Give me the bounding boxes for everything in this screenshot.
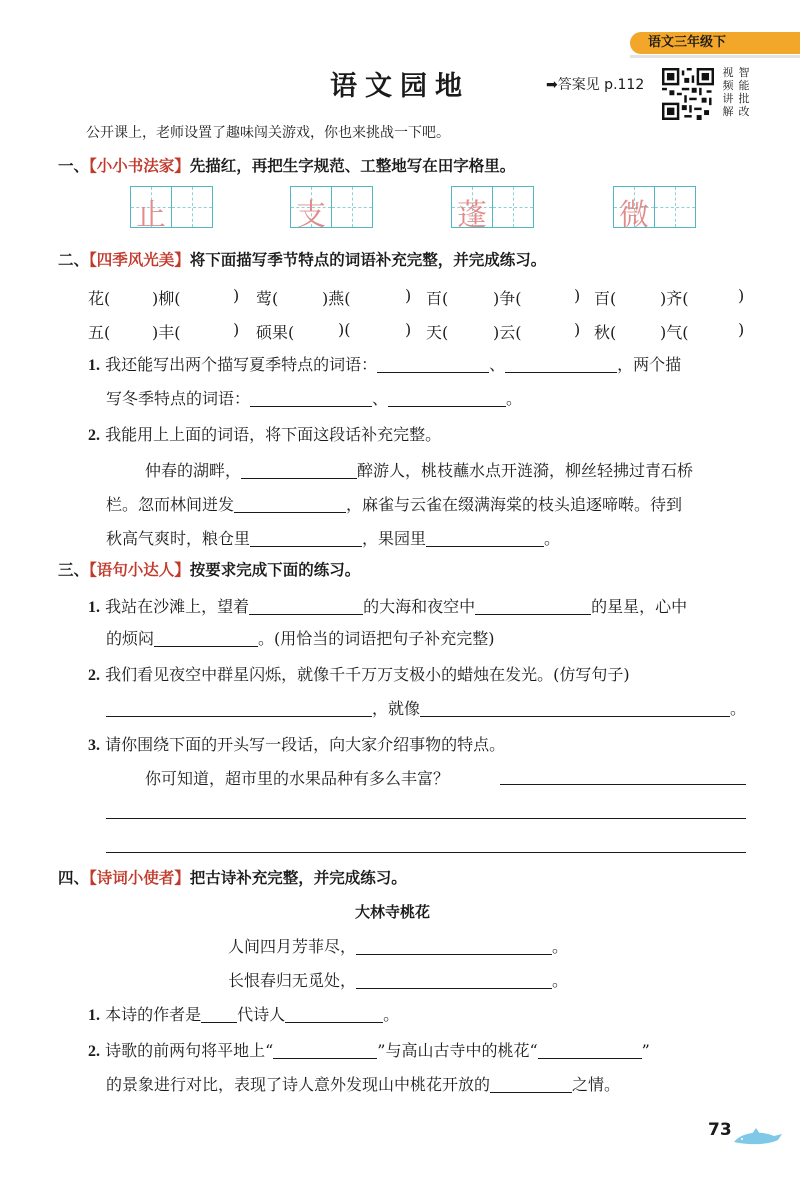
section-2-heading bbox=[58, 248, 546, 270]
answer-blank[interactable] bbox=[250, 390, 372, 407]
tian-grid-trace bbox=[613, 186, 655, 233]
question-number: 1. bbox=[88, 1007, 100, 1024]
answer-blank[interactable] bbox=[356, 972, 552, 989]
trace-char: 止 bbox=[136, 198, 166, 233]
paragraph-text: 栏。忽而林间迸发 bbox=[106, 495, 235, 514]
sec3-question-1 bbox=[88, 594, 687, 617]
answer-blank[interactable] bbox=[273, 1042, 377, 1059]
section-instruction: 按要求完成下面的练习。 bbox=[189, 561, 361, 579]
period: 。 bbox=[506, 389, 523, 408]
trace-char: 微 bbox=[619, 198, 649, 233]
period: 。 bbox=[552, 971, 569, 990]
sec2-question-1 bbox=[88, 352, 681, 375]
answer-blank[interactable] bbox=[356, 938, 552, 955]
answer-blank[interactable] bbox=[201, 1006, 237, 1023]
tian-grid-blank[interactable] bbox=[331, 186, 373, 228]
section-number: 四、 bbox=[58, 869, 90, 887]
paragraph-text: 醉游人，桃枝蘸水点开涟漪，柳丝轻拂过青石桥 bbox=[357, 461, 694, 480]
separator: 、 bbox=[372, 389, 389, 408]
section-3-heading bbox=[58, 558, 360, 580]
idiom-part: ) bbox=[738, 286, 745, 305]
idiom-part: ) bbox=[405, 286, 412, 305]
idiom-part[interactable]: )燕( bbox=[322, 289, 351, 308]
sec4-question-2-cont bbox=[106, 1072, 620, 1095]
page-title: 语文园地 bbox=[330, 71, 470, 102]
question-text: 我能用上上面的词语，将下面这段话补充完整。 bbox=[105, 425, 442, 444]
idiom-part[interactable]: )云( bbox=[493, 323, 522, 342]
qr-caption-char: 改 bbox=[738, 105, 750, 118]
paragraph-text: ，麻雀与云雀在缀满海棠的枝头追逐啼啭。待到 bbox=[346, 495, 683, 514]
paragraph-text: 仲春的湖畔， bbox=[145, 461, 242, 480]
section-number: 二、 bbox=[58, 251, 90, 269]
qr-caption-char: 讲 bbox=[722, 92, 734, 105]
poem-text: 长恨春归无觅处， bbox=[228, 971, 357, 990]
tian-grid-blank[interactable] bbox=[492, 186, 534, 228]
section-tag: 【小小书法家】 bbox=[89, 157, 190, 175]
poem-text: 人间四月芳菲尽， bbox=[228, 937, 357, 956]
answer-blank[interactable] bbox=[490, 1076, 572, 1093]
sec2-question-1-cont bbox=[106, 386, 522, 409]
section-tag: 【诗词小使者】 bbox=[89, 869, 190, 887]
qr-caption bbox=[720, 66, 752, 118]
question-number: 1. bbox=[88, 599, 100, 616]
answer-blank[interactable] bbox=[250, 530, 362, 547]
idiom-part: ) bbox=[233, 286, 240, 305]
idiom-part[interactable]: )丰( bbox=[152, 323, 181, 342]
tian-grid-trace bbox=[290, 186, 332, 233]
paragraph-text: ，果园里 bbox=[362, 529, 427, 548]
separator: 、 bbox=[489, 355, 506, 374]
sec3-question-2 bbox=[88, 662, 630, 685]
question-text: 的大海和夜空中 bbox=[363, 597, 476, 616]
question-text: 写冬季特点的词语： bbox=[106, 389, 251, 408]
paragraph-line-3 bbox=[106, 526, 560, 549]
question-text: ，就像 bbox=[372, 699, 421, 718]
period: 。 bbox=[552, 937, 569, 956]
question-text: 我们看见夜空中群星闪烁，就像千千万万支极小的蜡烛在发光。(仿写句子) bbox=[105, 665, 630, 684]
prompt-text: 你可知道，超市里的水果品种有多么丰富？ bbox=[145, 769, 450, 788]
tian-grid-blank[interactable] bbox=[171, 186, 213, 228]
idiom-part[interactable]: 百( bbox=[426, 289, 449, 308]
sec4-question-2 bbox=[88, 1038, 650, 1061]
tian-grid-trace bbox=[451, 186, 493, 233]
section-number: 一、 bbox=[58, 157, 90, 175]
question-text: 。(用恰当的词语把句子补充完整) bbox=[258, 629, 495, 648]
question-text: 的景象进行对比，表现了诗人意外发现山中桃花开放的 bbox=[106, 1075, 491, 1094]
idiom-part[interactable]: 天( bbox=[426, 323, 449, 342]
writing-line[interactable] bbox=[500, 784, 746, 785]
question-text: 之情。 bbox=[572, 1075, 621, 1094]
period: 。 bbox=[544, 529, 561, 548]
question-text: 请你围绕下面的开头写一段话，向大家介绍事物的特点。 bbox=[105, 735, 506, 754]
answer-blank[interactable] bbox=[505, 356, 617, 373]
answer-blank[interactable] bbox=[234, 496, 346, 513]
dolphin-icon bbox=[730, 1126, 786, 1150]
sec4-question-1 bbox=[88, 1002, 399, 1025]
paragraph-text: 秋高气爽时，粮仓里 bbox=[106, 529, 251, 548]
sec2-question-2 bbox=[88, 422, 441, 445]
question-text: 诗歌的前两句将平地上“ bbox=[105, 1041, 274, 1060]
writing-line[interactable] bbox=[106, 818, 746, 819]
writing-line[interactable] bbox=[106, 852, 746, 853]
question-text: 我还能写出两个描写夏季特点的词语： bbox=[105, 355, 378, 374]
question-text: ，两个描 bbox=[617, 355, 682, 374]
idiom-part[interactable]: 秋( bbox=[594, 323, 617, 342]
qr-caption-char: 视 bbox=[722, 66, 734, 79]
idiom-part: ) bbox=[405, 320, 412, 339]
question-text: 本诗的作者是 bbox=[105, 1005, 202, 1024]
answer-blank[interactable] bbox=[154, 630, 258, 647]
qr-caption-char: 解 bbox=[722, 105, 734, 118]
paragraph-line-1 bbox=[145, 458, 693, 481]
section-1-heading bbox=[58, 154, 515, 176]
intro-text: 公开课上，老师设置了趣味闯关游戏，你也来挑战一下吧。 bbox=[86, 125, 450, 141]
poem-title: 大林寺桃花 bbox=[355, 903, 431, 921]
period: 。 bbox=[383, 1005, 400, 1024]
answer-blank[interactable] bbox=[426, 530, 544, 547]
question-number: 2. bbox=[88, 427, 100, 444]
qr-caption-char: 批 bbox=[738, 92, 750, 105]
idiom-part[interactable]: )争( bbox=[493, 289, 522, 308]
answer-blank[interactable] bbox=[538, 1042, 642, 1059]
section-tag: 【语句小达人】 bbox=[89, 561, 190, 579]
idiom-part[interactable]: )气( bbox=[660, 323, 689, 342]
idiom-part: ) bbox=[574, 286, 581, 305]
answer-blank[interactable] bbox=[249, 598, 363, 615]
idiom-part: ) bbox=[233, 320, 240, 339]
idiom-part[interactable]: 莺( bbox=[256, 289, 279, 308]
sec3-question-3 bbox=[88, 732, 505, 755]
qr-code-icon[interactable] bbox=[662, 68, 714, 120]
sec3-question-2-answer bbox=[106, 696, 746, 719]
question-text: 的烦闷 bbox=[106, 629, 155, 648]
trace-char: 支 bbox=[296, 198, 326, 233]
section-tag: 【四季风光美】 bbox=[89, 251, 190, 269]
idiom-part[interactable]: 硕果( bbox=[256, 323, 295, 342]
tian-grid-blank[interactable] bbox=[654, 186, 696, 228]
answer-blank[interactable] bbox=[475, 598, 591, 615]
answer-blank[interactable] bbox=[420, 700, 730, 717]
answer-blank[interactable] bbox=[106, 700, 372, 717]
question-number: 2. bbox=[88, 667, 100, 684]
idiom-part[interactable]: 花( bbox=[88, 289, 111, 308]
idiom-part[interactable]: )( bbox=[338, 320, 351, 339]
idiom-part[interactable]: 五( bbox=[88, 323, 111, 342]
qr-caption-char: 能 bbox=[738, 79, 750, 92]
writing-prompt bbox=[145, 766, 449, 789]
qr-caption-char: 频 bbox=[722, 79, 734, 92]
section-4-heading bbox=[58, 866, 407, 888]
answer-blank[interactable] bbox=[241, 462, 357, 479]
question-text: ”与高山古寺中的桃花“ bbox=[377, 1041, 538, 1060]
paragraph-line-2 bbox=[106, 492, 682, 515]
idiom-part[interactable]: )柳( bbox=[152, 289, 181, 308]
answer-blank[interactable] bbox=[377, 356, 489, 373]
question-text: 代诗人 bbox=[237, 1005, 286, 1024]
answer-reference: ➡答案见 p.112 bbox=[546, 77, 645, 93]
sec3-question-1-cont bbox=[106, 626, 495, 649]
question-number: 3. bbox=[88, 737, 100, 754]
page-number: 73 bbox=[708, 1120, 732, 1140]
poem-line-1 bbox=[228, 934, 568, 957]
trace-char: 蓬 bbox=[457, 198, 487, 233]
question-text: 我站在沙滩上，望着 bbox=[105, 597, 250, 616]
section-number: 三、 bbox=[58, 561, 90, 579]
qr-caption-char: 智 bbox=[738, 66, 750, 79]
question-number: 1. bbox=[88, 357, 100, 374]
idiom-part: ) bbox=[738, 320, 745, 339]
section-instruction: 先描红，再把生字规范、工整地写在田字格里。 bbox=[189, 157, 516, 175]
idiom-part[interactable]: )齐( bbox=[660, 289, 689, 308]
question-text: ” bbox=[641, 1041, 650, 1060]
poem-line-2 bbox=[228, 968, 568, 991]
section-instruction: 将下面描写季节特点的词语补充完整，并完成练习。 bbox=[189, 251, 547, 269]
grade-tab: 语文三年级下 bbox=[630, 32, 800, 54]
idiom-part[interactable]: 百( bbox=[594, 289, 617, 308]
answer-blank[interactable] bbox=[285, 1006, 383, 1023]
question-number: 2. bbox=[88, 1043, 100, 1060]
period: 。 bbox=[730, 699, 747, 718]
answer-blank[interactable] bbox=[388, 390, 506, 407]
idiom-part: ) bbox=[574, 320, 581, 339]
question-text: 的星星，心中 bbox=[591, 597, 688, 616]
tian-grid-trace bbox=[130, 186, 172, 233]
section-instruction: 把古诗补充完整，并完成练习。 bbox=[189, 869, 407, 887]
